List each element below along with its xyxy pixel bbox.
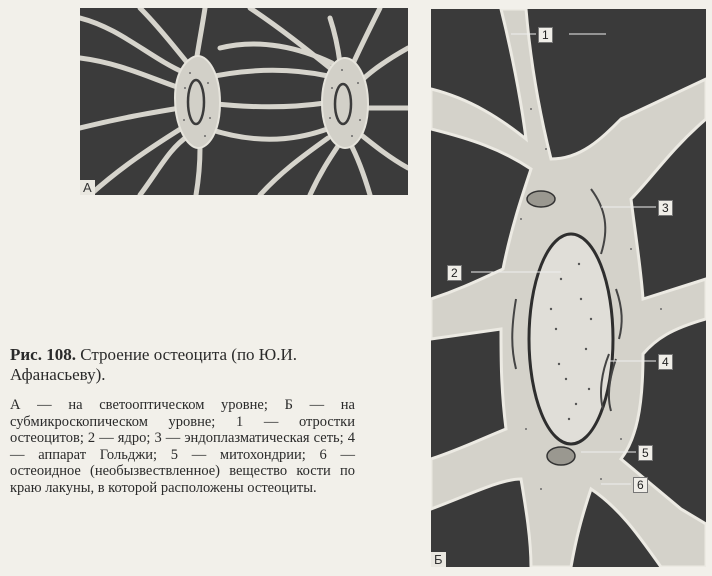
figure-caption [10, 345, 355, 496]
caption-number: Рис. 108. [10, 345, 76, 364]
mitochondrion-2 [547, 447, 575, 465]
panel-b-illustration [431, 9, 706, 567]
osteocyte-light-microscopy [80, 8, 408, 195]
caption-text: А — на светооптическом уровне; Б — на субмикроскопическом уровне; 1 — отростки остеоцитов; 2 — ядро; 3 — эндоплазматическая сеть; 4 — аппарат Гольджи; 5 — митохондрии; 6 — остеоидное (необызвествленное) вещество кости по краю лакуны, в которой расположены остеоциты. [10, 397, 355, 496]
callout-5: 5 [638, 445, 653, 461]
osteocyte-left [175, 56, 220, 148]
osteocyte-electron-microscopy [431, 9, 706, 567]
callout-2: 2 [447, 265, 462, 281]
caption-title-line [10, 345, 355, 385]
callout-6: 6 [633, 477, 648, 493]
callout-4: 4 [658, 354, 673, 370]
panel-b-label: Б [431, 552, 446, 567]
caption-title: Строение остеоцита (по Ю.И. Афанасьеву). [10, 345, 298, 384]
panel-a-illustration [80, 8, 408, 195]
callout-1: 1 [538, 27, 553, 43]
callout-3: 3 [658, 200, 673, 216]
osteocyte-right [322, 58, 368, 148]
mitochondrion-1 [527, 191, 555, 207]
nucleus [529, 234, 613, 444]
panel-a-label: А [80, 180, 95, 195]
